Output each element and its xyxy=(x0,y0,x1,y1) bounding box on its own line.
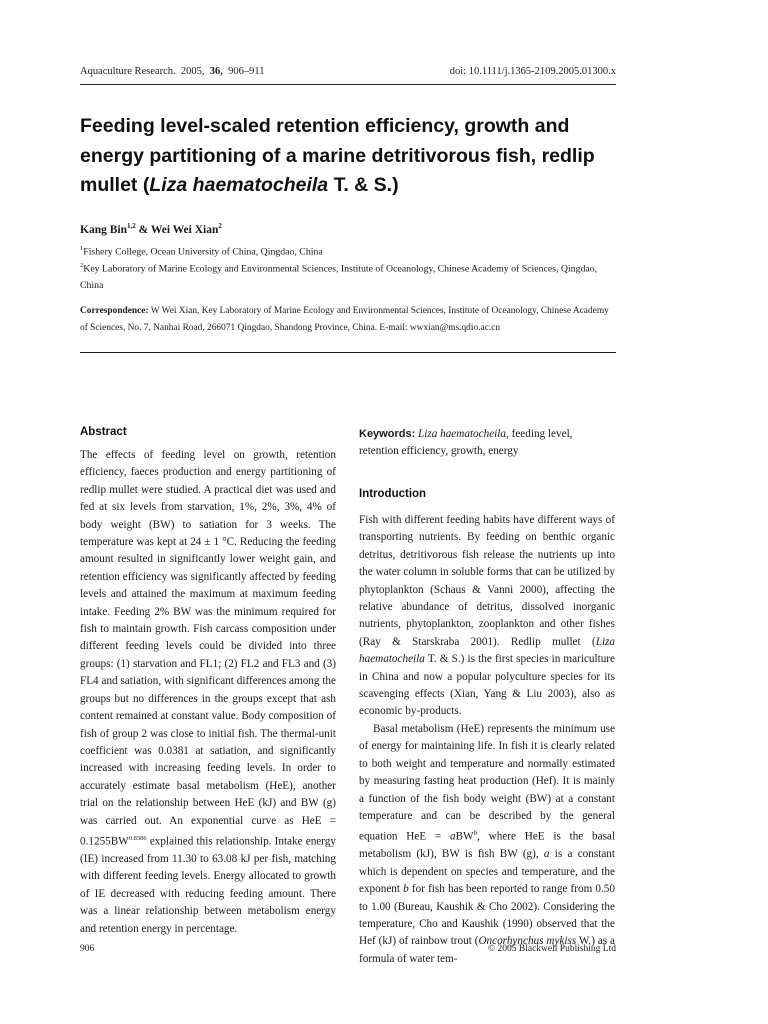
page-number: 906 xyxy=(80,944,95,954)
affiliation-2: $^2$Key Laboratory of Marine Ecology and Environmental Sciences, Institute of Oceanology, Chinese Academy of Sciences, Qingdao, China xyxy=(80,262,598,292)
correspondence: Correspondence: W Wei Xian, Key Laboratory of Marine Ecology and Environmental Sciences, Institute of Oceanology, Chinese Academy of Sciences, No. 7, Nanhai Road, 266071 Qingdao, Shandong Province, China. E-mail: wwxian@ms.qdio.ac.cn xyxy=(80,306,609,333)
intro-paragraph-1: Fish with different feeding habits have different ways of transporting nutrients. By feeding on benthic organic detritus, detritivorous fish release the nutrients up into the water column in soluble forms that can be utilized by phytoplankton (Schaus & Vanni 2000), affecting the relative abundance of detritus, dissolved inorganic nutrients, phytoplankton, zooplankton and other fishes (Ray & Starskraba 2001). Redlip mullet (Liza haematocheila T. & S.) is the first species in mariculture in China and now a popular polyculture species for its scavenging effects (Xian, Yang & Liu 2003), also as economic by-products. xyxy=(359,514,615,718)
article-title: Feeding level-scaled retention efficiency, growth and energy partitioning of a marine detritivorous fish, redlip mullet (Liza haematocheila T. & S.) xyxy=(80,115,595,196)
copyright: © 2005 Blackwell Publishing Ltd xyxy=(487,944,616,954)
running-head xyxy=(80,66,616,82)
keywords: Keywords: Liza haematocheila, feeding level, retention efficiency, growth, energy xyxy=(359,428,573,458)
intro-paragraph-2: Basal metabolism (HeE) represents the minimum use of energy for maintaining life. In fish it is clearly related to both weight and temperature and normally estimated by measuring fasting heat production (Hef). It is mainly a function of the fish body weight (BW) at a constant temperature and can be described by the general equation HeE = aBW$^b$, where HeE is the basal metabolism (kJ), BW is fish BW (g), a is a constant which is dependent on species and temperature, and the exponent b for fish has been reported to range from 0.50 to 1.00 (Bureau, Kaushik & Cho 2002). Considering the temperature, Cho and Kaushik (1990) observed that the Hef (kJ) of rainbow trout (Oncorhynchus mykiss W.) as a formula of water tem- xyxy=(359,722,616,965)
abstract-heading: Abstract xyxy=(80,426,127,438)
journal-citation: Aquaculture Research. 2005, 36, 906–911 xyxy=(80,66,265,77)
section-rule xyxy=(80,352,616,353)
author-list: Kang Bin$^{1,2}$ & Wei Wei Xian$^2$ xyxy=(80,222,222,236)
abstract-body: The effects of feeding level on growth, retention efficiency, faeces production and energy partitioning of redlip mullet were studied. A practical diet was used and fed at six levels from starvation, 1%, 2%, 3%, 4% of body weight (BW) to satiation for 3 weeks. The temperature was kept at 24 ± 1 °C. Reducing the feeding amount resulted in significantly lower weight gain, and retention efficiency was significantly affected by feeding levels and attained the maximum at maximum feeding intake. Feeding 2% BW was the minimum required for fish to maintain growth. Fish carcass composition under different feeding levels could be divided into three groups: (1) starvation and FL1; (2) FL2 and FL3 and (3) FL4 and satiation, with significant differences among the groups but no differences in the groups except that ash content remained at constant value. Body composition of fish of group 2 was close to initial fish. The thermal-unit coefficient was 0.0381 at satiation, and significantly increased with increasing feeding levels. In order to accurately estimate basal metabolism (HeE), another trial on the relationship between HeE (kJ) and BW (g) was carried out. An exponential curve as HeE = $0.1255BW^{0.8386}$ explained this relationship. Intake energy (IE) increased from 11.30 to 63.08 kJ per fish, matching with different feeding levels. Energy allocated to growth of IE decreased with reducing feeding amount. There was a linear relationship between metabolism energy and retention energy in percentage. xyxy=(80,449,336,935)
header-rule xyxy=(80,84,616,85)
affiliation-1: $^1$Fishery College, Ocean University of China, Qingdao, China xyxy=(80,245,323,258)
introduction-heading: Introduction xyxy=(359,488,427,500)
introduction-body xyxy=(359,512,615,968)
doi: doi: 10.1111/j.1365-2109.2005.01300.x xyxy=(449,66,616,77)
